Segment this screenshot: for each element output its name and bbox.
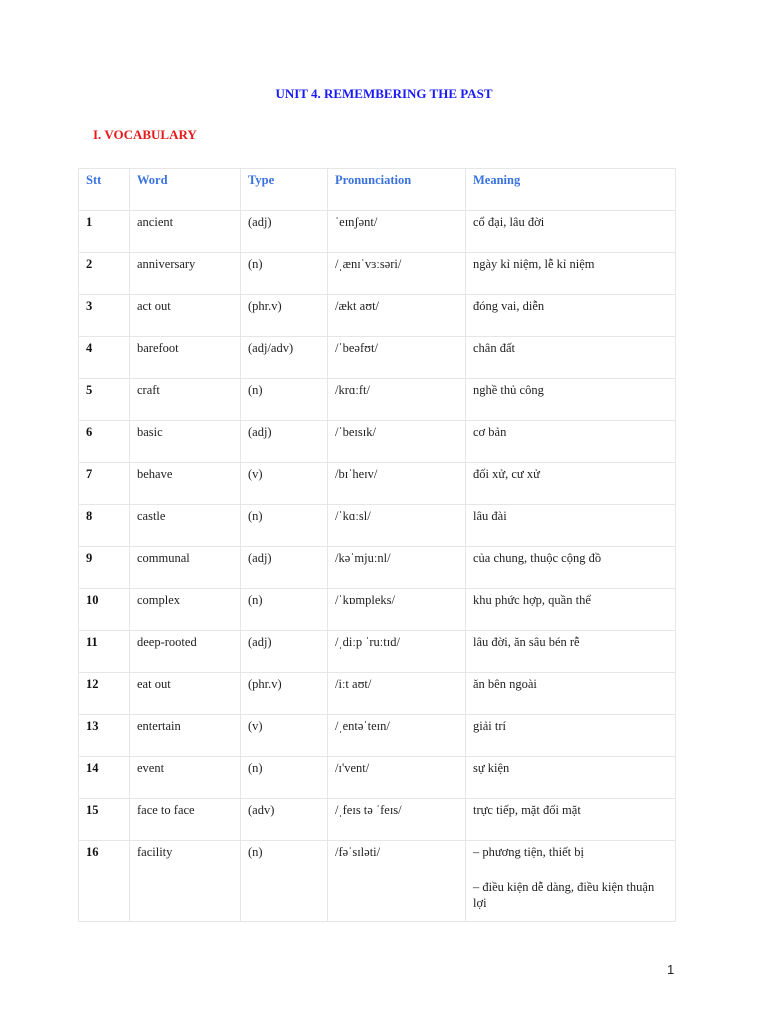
table-row [79,673,676,715]
table-row [79,757,676,799]
cell-meaning [466,841,676,922]
cell-pronunciation: /ˈkɑːsl/ [328,505,466,547]
meaning-line: – điều kiện dễ dàng, điều kiện thuận lợi [473,880,655,910]
cell-pronunciation: /ˈkɒmpleks/ [328,589,466,631]
cell-meaning [466,295,676,337]
cell-type: (phr.v) [241,673,328,715]
header-row [79,169,676,211]
header-type: Type [241,169,328,211]
vocabulary-table-header [79,169,676,211]
header-pronunciation: Pronunciation [328,169,466,211]
vocabulary-table [78,168,676,922]
cell-type: (adv) [241,799,328,841]
cell-type: (n) [241,379,328,421]
table-row [79,631,676,673]
cell-stt: 1 [79,211,130,253]
cell-stt: 11 [79,631,130,673]
cell-word: event [130,757,241,799]
meaning-line: cơ bản [473,425,507,439]
cell-stt: 9 [79,547,130,589]
cell-meaning [466,379,676,421]
cell-meaning [466,211,676,253]
cell-word: act out [130,295,241,337]
meaning-line: – phương tiện, thiết bị [473,845,584,859]
cell-word: craft [130,379,241,421]
cell-type: (n) [241,757,328,799]
cell-pronunciation: /kəˈmjuːnl/ [328,547,466,589]
meaning-line: của chung, thuộc cộng đồ [473,551,602,565]
meaning-line: chân đất [473,341,515,355]
cell-type: (v) [241,463,328,505]
cell-type: (n) [241,589,328,631]
table-row [79,547,676,589]
table-row [79,715,676,757]
cell-meaning [466,421,676,463]
table-row [79,505,676,547]
section-title: I. VOCABULARY [93,127,197,142]
meaning-line: lâu đời, ăn sâu bén rễ [473,635,580,649]
header-meaning: Meaning [466,169,676,211]
cell-pronunciation: /ˌentəˈteɪn/ [328,715,466,757]
cell-pronunciation: /iːt aʊt/ [328,673,466,715]
cell-word: barefoot [130,337,241,379]
cell-meaning [466,253,676,295]
cell-word: communal [130,547,241,589]
cell-word: facility [130,841,241,922]
meaning-line: nghề thủ công [473,383,544,397]
meaning-line: giải trí [473,719,506,733]
cell-pronunciation: /ækt aʊt/ [328,295,466,337]
vocabulary-table-body [79,211,676,922]
cell-word: anniversary [130,253,241,295]
cell-stt: 4 [79,337,130,379]
cell-type: (n) [241,253,328,295]
table-row [79,463,676,505]
cell-type: (adj) [241,211,328,253]
cell-type: (phr.v) [241,295,328,337]
cell-stt: 12 [79,673,130,715]
cell-word: basic [130,421,241,463]
cell-pronunciation: /ɪ'vent/ [328,757,466,799]
cell-stt: 6 [79,421,130,463]
table-row [79,295,676,337]
cell-word: complex [130,589,241,631]
cell-meaning [466,799,676,841]
cell-word: face to face [130,799,241,841]
cell-type: (n) [241,505,328,547]
table-row [79,253,676,295]
cell-stt: 3 [79,295,130,337]
meaning-line: ngày kỉ niệm, lễ kỉ niệm [473,257,595,271]
cell-type: (adj/adv) [241,337,328,379]
document-title: UNIT 4. REMEMBERING THE PAST [275,86,493,101]
cell-meaning [466,547,676,589]
cell-stt: 14 [79,757,130,799]
cell-word: ancient [130,211,241,253]
meaning-line: ăn bên ngoài [473,677,537,691]
meaning-line: đóng vai, diễn [473,299,545,313]
cell-word: eat out [130,673,241,715]
meaning-line: sự kiện [473,761,510,775]
cell-word: castle [130,505,241,547]
meaning-line: đối xử, cư xử [473,467,540,481]
table-row [79,421,676,463]
cell-stt: 10 [79,589,130,631]
meaning-line: trực tiếp, mặt đối mặt [473,803,581,817]
cell-type: (n) [241,841,328,922]
meaning-line: cổ đại, lâu đời [473,215,545,229]
table-row [79,799,676,841]
meaning-line: lâu đài [473,509,507,523]
cell-type: (adj) [241,547,328,589]
cell-pronunciation: /ˌænɪˈvɜːsəri/ [328,253,466,295]
cell-stt: 16 [79,841,130,922]
cell-meaning [466,463,676,505]
cell-meaning [466,337,676,379]
cell-meaning [466,631,676,673]
cell-word: entertain [130,715,241,757]
cell-pronunciation: /fəˈsɪləti/ [328,841,466,922]
table-row [79,589,676,631]
meaning-line: khu phức hợp, quần thể [473,593,591,607]
cell-type: (adj) [241,631,328,673]
cell-stt: 15 [79,799,130,841]
cell-pronunciation: /bɪˈheɪv/ [328,463,466,505]
cell-meaning [466,589,676,631]
cell-word: behave [130,463,241,505]
cell-type: (adj) [241,421,328,463]
cell-pronunciation: /ˌfeɪs tə ˈfeɪs/ [328,799,466,841]
cell-pronunciation: /ˌdiːp ˈruːtɪd/ [328,631,466,673]
cell-meaning [466,673,676,715]
cell-meaning [466,715,676,757]
table-row [79,337,676,379]
header-stt: Stt [79,169,130,211]
cell-stt: 13 [79,715,130,757]
cell-pronunciation: /krɑːft/ [328,379,466,421]
cell-meaning [466,757,676,799]
cell-stt: 5 [79,379,130,421]
table-row [79,841,676,922]
cell-stt: 7 [79,463,130,505]
table-row [79,211,676,253]
cell-meaning [466,505,676,547]
table-row [79,379,676,421]
cell-word: deep-rooted [130,631,241,673]
cell-type: (v) [241,715,328,757]
page-number: 1 [667,962,675,977]
header-word: Word [130,169,241,211]
cell-pronunciation: ˈeɪnʃənt/ [328,211,466,253]
cell-stt: 8 [79,505,130,547]
cell-stt: 2 [79,253,130,295]
cell-pronunciation: /ˈbeəfʊt/ [328,337,466,379]
cell-pronunciation: /ˈbeɪsɪk/ [328,421,466,463]
